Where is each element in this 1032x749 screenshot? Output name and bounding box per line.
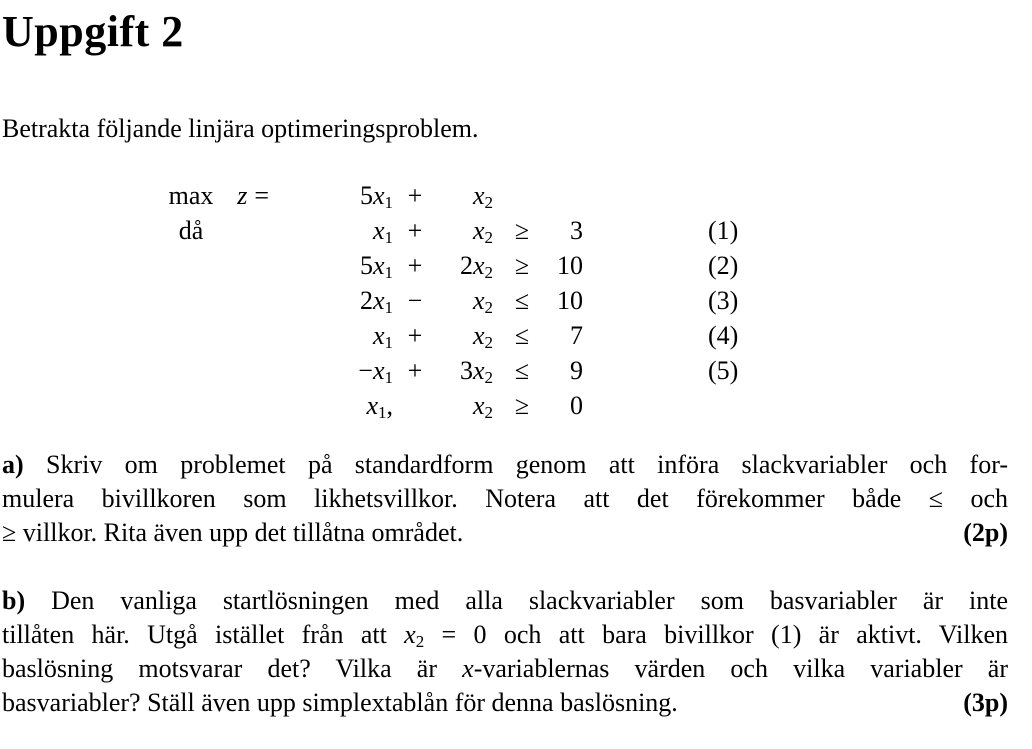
variable: x	[372, 181, 385, 210]
coefficient: 3	[459, 356, 473, 385]
part-a-line-1	[2, 448, 1008, 482]
subscript: 1	[378, 403, 387, 422]
variable: x	[372, 321, 385, 350]
part-b-label: b)	[2, 586, 26, 615]
lhs-term-2	[437, 283, 493, 318]
operator: −	[407, 286, 423, 315]
comma: ,	[386, 391, 393, 420]
part-b-line-3	[2, 652, 1008, 686]
subscript: 2	[484, 333, 493, 352]
subscript: 2	[484, 298, 493, 317]
lhs-term-1	[269, 178, 393, 213]
subscript: 1	[384, 368, 393, 387]
coefficient: −	[358, 356, 373, 385]
equation-number: (1)	[708, 216, 739, 245]
lhs-term-1	[269, 283, 393, 318]
objective-z-equals	[219, 178, 269, 213]
operator: +	[407, 251, 423, 280]
variable: x	[372, 216, 385, 245]
variable: x	[472, 321, 485, 350]
part-b-line-1	[2, 584, 1008, 618]
relation: ≥	[514, 251, 530, 280]
part-a-text: Skriv om problemet på standardform genom att införa slackvariabler och for-	[23, 450, 1008, 479]
variable: x	[472, 286, 485, 315]
subscript: 2	[484, 263, 493, 282]
variable: x	[472, 216, 485, 245]
constraint-row	[163, 353, 760, 388]
rhs-value: 9	[570, 356, 583, 385]
lhs-term-2	[437, 248, 493, 283]
coefficient: 5	[359, 181, 373, 210]
relation: ≤	[514, 321, 530, 350]
optimization-problem	[163, 178, 760, 423]
part-b-points-label: (3p)	[963, 688, 1008, 717]
nonnegativity-row	[163, 388, 760, 423]
subscript: 2	[484, 368, 493, 387]
coefficient: 2	[459, 251, 473, 280]
rhs-value: 0	[570, 391, 583, 420]
variable: x	[372, 286, 385, 315]
rhs-value: 10	[557, 286, 583, 315]
constraint-row	[163, 213, 760, 248]
relation: ≤	[514, 286, 530, 315]
equation-number: (2)	[708, 251, 739, 280]
part-b-paragraph	[2, 584, 1008, 720]
variable: x	[472, 391, 485, 420]
part-b-text: baslösning motsvarar det? Vilka är	[2, 654, 463, 683]
exercise-title: Uppgift 2	[2, 7, 184, 56]
subject-to-keyword: då	[178, 216, 204, 245]
part-b-line-2	[2, 618, 1008, 652]
equation-number: (3)	[708, 286, 739, 315]
lhs-term-2	[437, 353, 493, 388]
part-b-text: = 0 och att bara bivillkor (1) är aktivt. Vilken	[424, 620, 1008, 649]
z-variable: z	[237, 181, 248, 210]
equals-sign: =	[254, 181, 269, 210]
subscript: 1	[384, 298, 393, 317]
lhs-term-2	[437, 213, 493, 248]
part-a-line-3	[2, 516, 1008, 550]
variable: x	[366, 391, 378, 420]
constraint-row	[163, 248, 760, 283]
relation: ≤	[514, 356, 530, 385]
subscript: 1	[384, 263, 393, 282]
lhs-term-1	[269, 388, 393, 423]
relation: ≥	[514, 391, 530, 420]
equation-number: (5)	[708, 356, 739, 385]
constraint-row	[163, 283, 760, 318]
lhs-term-1	[269, 248, 393, 283]
lhs-term-1	[269, 213, 393, 248]
subscript: 1	[384, 228, 393, 247]
max-keyword: max	[168, 181, 214, 210]
intro-paragraph: Betrakta följande linjära optimeringsproblem.	[2, 114, 479, 143]
part-a-text-end: ≥ villkor. Rita även upp det tillåtna området.	[2, 518, 464, 547]
lhs-term-1	[269, 353, 393, 388]
part-a-label: a)	[2, 450, 24, 479]
part-a-points-label: (2p)	[963, 518, 1008, 547]
operator: +	[407, 321, 423, 350]
variable: x	[462, 654, 474, 683]
lhs-term-2	[437, 388, 493, 423]
subscript: 2	[484, 228, 493, 247]
subscript: 1	[384, 333, 393, 352]
coefficient: 2	[359, 286, 373, 315]
part-b-text-end: basvariabler? Ställ även upp simplextablån för denna baslösning.	[2, 688, 678, 717]
relation: ≥	[514, 216, 530, 245]
lhs-term-2	[437, 178, 493, 213]
variable: x	[404, 620, 416, 649]
subscript: 2	[484, 403, 493, 422]
lhs-term-1	[269, 318, 393, 353]
rhs-value: 10	[557, 251, 583, 280]
part-b-text: tillåten här. Utgå istället från att	[2, 620, 405, 649]
rhs-value: 3	[570, 216, 583, 245]
variable: x	[372, 356, 385, 385]
subscript: 2	[484, 193, 493, 212]
subscript: 2	[415, 632, 425, 651]
operator: +	[407, 216, 423, 245]
part-b-text: Den vanliga startlösningen med alla slackvariabler som basvariabler är inte	[25, 586, 1008, 615]
constraint-row	[163, 318, 760, 353]
subscript: 1	[384, 193, 393, 212]
operator: +	[407, 181, 423, 210]
lhs-term-2	[437, 318, 493, 353]
variable: x	[372, 251, 385, 280]
part-a-line-2: mulera bivillkoren som likhetsvillkor. Notera att det förekommer både ≤ och	[2, 484, 1008, 513]
part-b-line-4	[2, 686, 1008, 720]
part-a-paragraph	[2, 448, 1008, 550]
variable: x	[472, 181, 485, 210]
coefficient: 5	[359, 251, 373, 280]
rhs-value: 7	[570, 321, 583, 350]
variable: x	[472, 356, 485, 385]
part-b-text: -variablernas värden och vilka variabler är	[473, 654, 1008, 683]
operator: +	[407, 356, 423, 385]
objective-row	[163, 178, 760, 213]
equation-number: (4)	[708, 321, 739, 350]
variable: x	[472, 251, 485, 280]
